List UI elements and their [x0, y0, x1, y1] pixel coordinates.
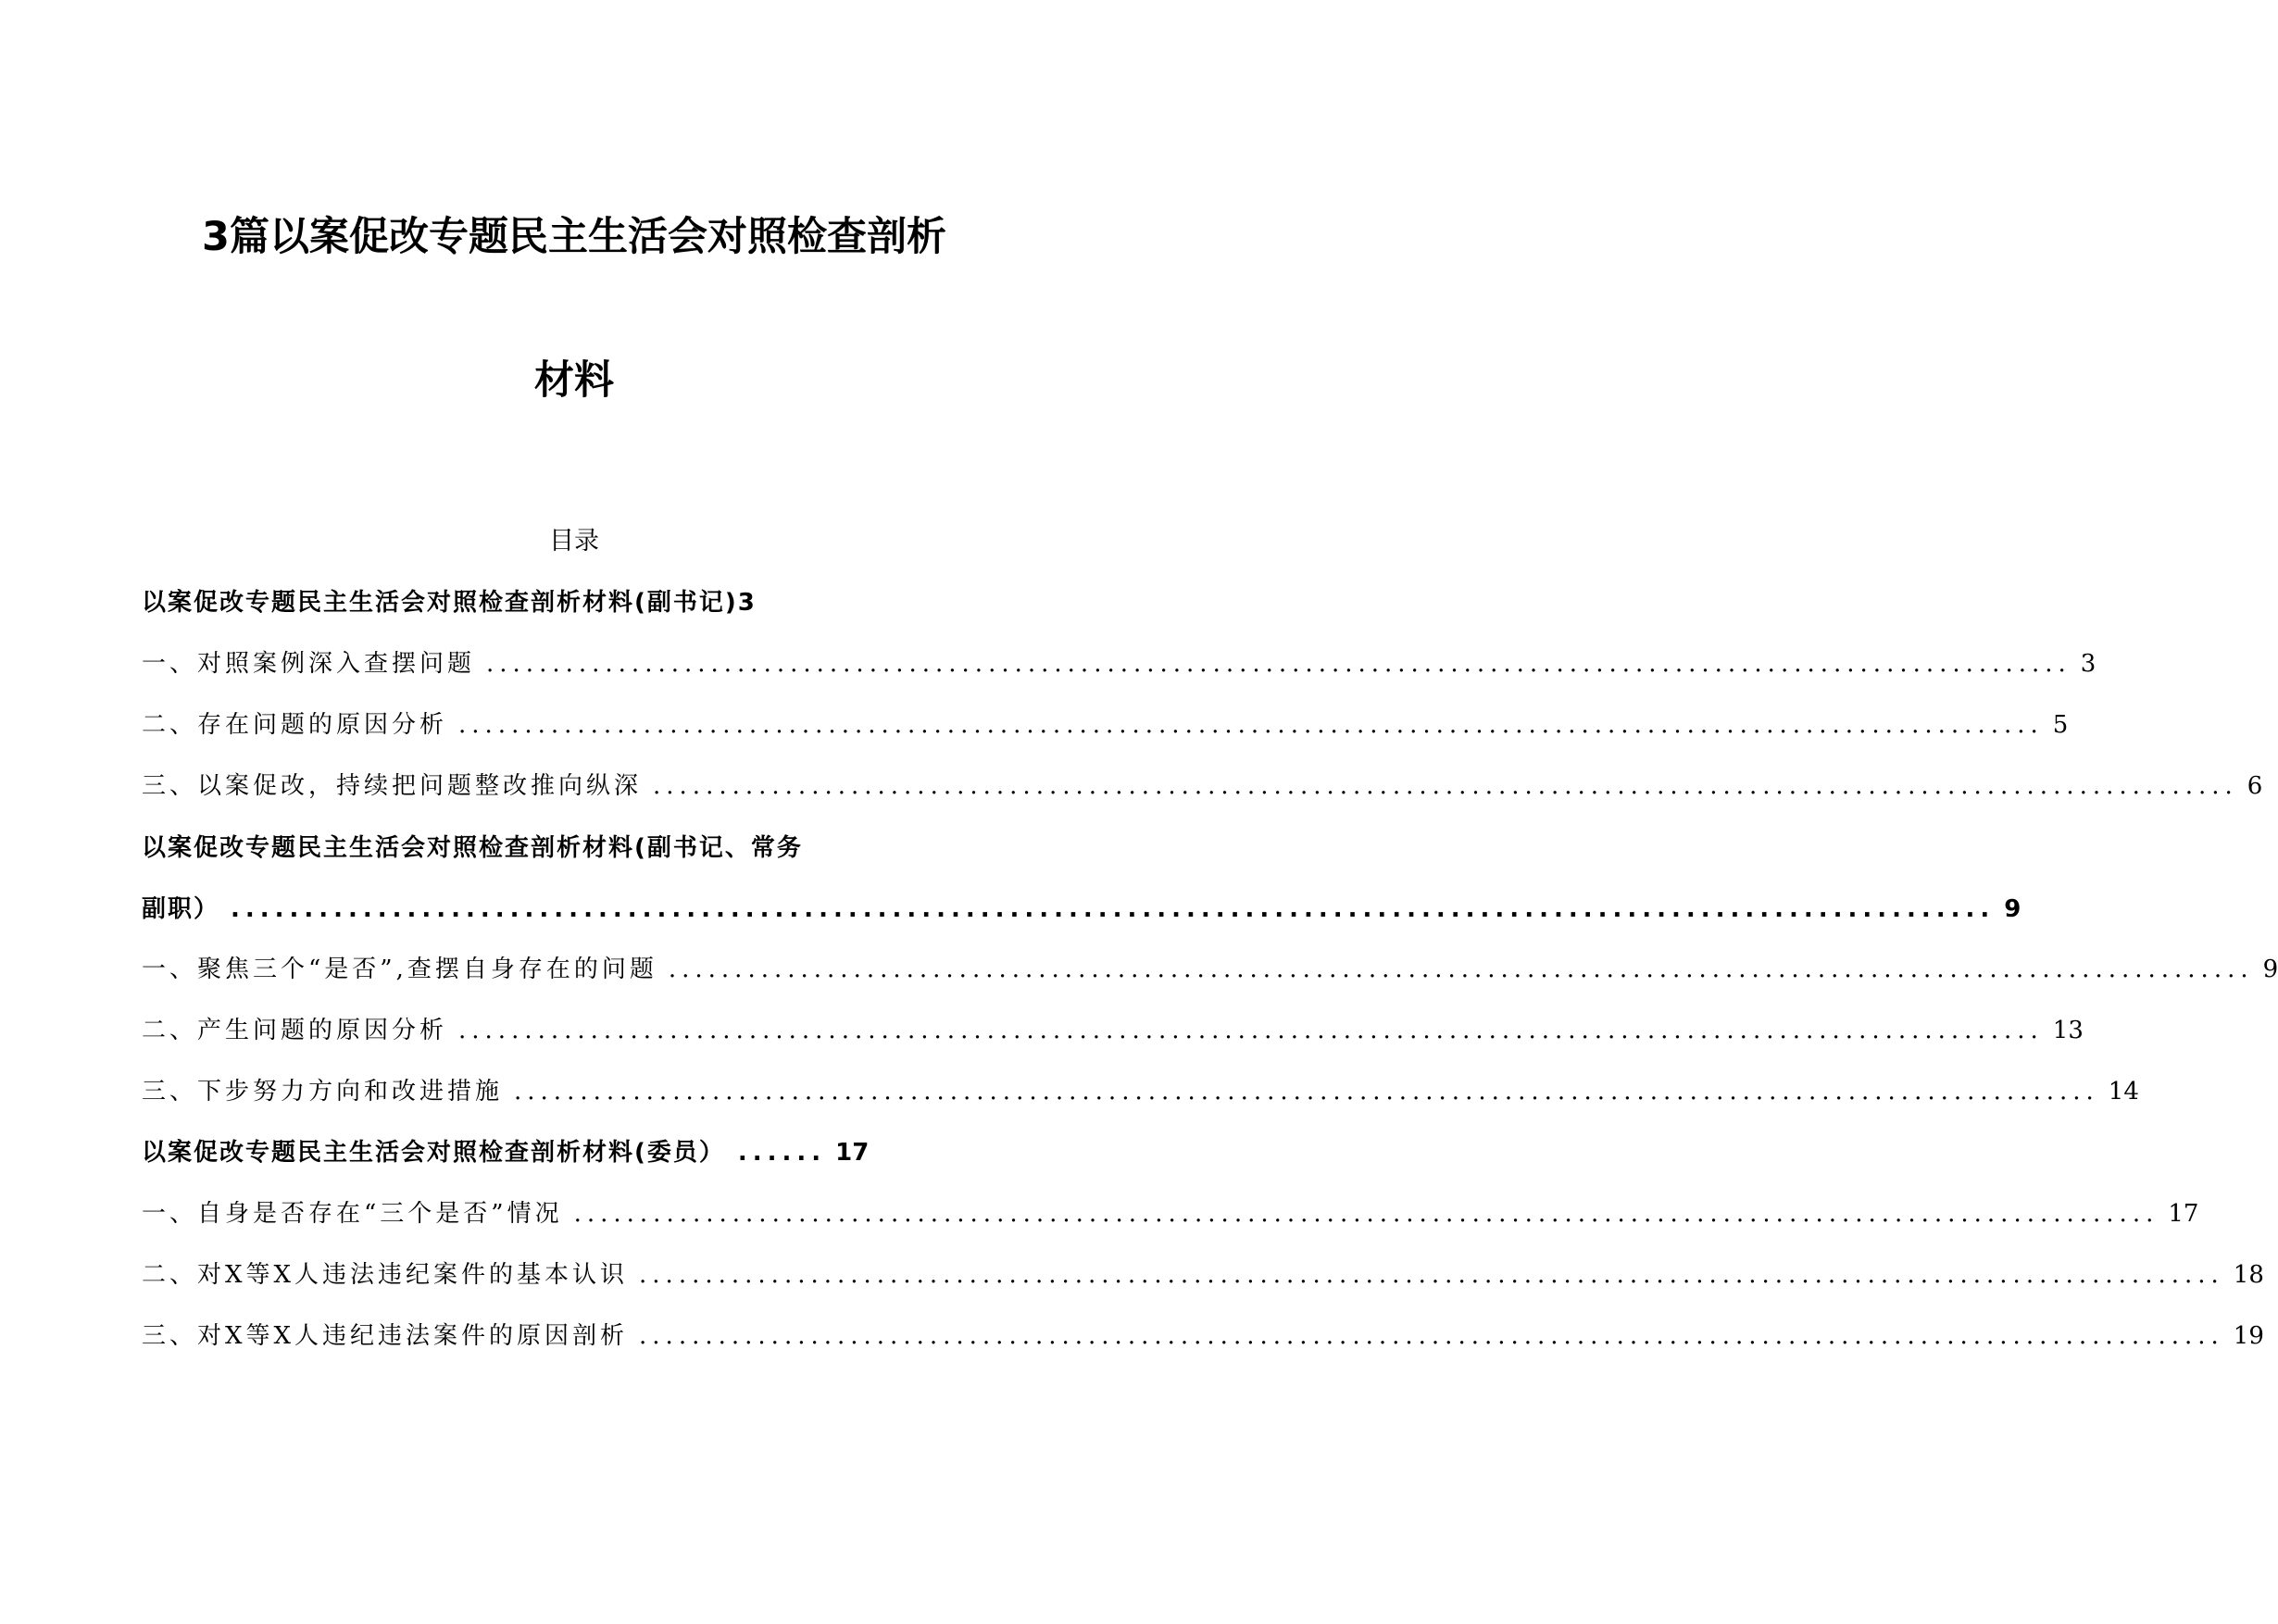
toc-entry-text: 二、对X等X人违法违纪案件的基本认识: [142, 1261, 629, 1289]
toc-entry[interactable]: [142, 1073, 2139, 1110]
toc-page-number: 18: [2233, 1261, 2264, 1289]
toc-leader-dots: ........................................................................................................................: [639, 1322, 2224, 1350]
toc-page-number: 14: [2108, 1078, 2139, 1106]
toc-entry-text: 三、以案促改，持续把问题整改推向纵深: [142, 772, 643, 800]
toc-entry-text: 一、自身是否存在“三个是否”情况: [142, 1200, 563, 1228]
toc-leader-dots: ........................................................................................................................: [639, 1261, 2224, 1289]
toc-entry-text: 以案促改专题民主生活会对照检查剖析材料(委员）: [142, 1139, 725, 1167]
toc-entry-section-2-continued[interactable]: [142, 891, 2021, 928]
toc-entry[interactable]: [142, 1012, 2084, 1049]
toc-entry[interactable]: [142, 768, 2263, 805]
toc-leader-dots: ........................................................................................................................: [486, 650, 2071, 678]
toc-page-number: 3: [2080, 650, 2097, 678]
toc-page-number: 9: [2004, 895, 2021, 923]
toc-page-number: 9: [2262, 956, 2278, 983]
toc-entry-text: 以案促改专题民主生活会对照检查剖析材料(副书记、常务: [142, 834, 803, 862]
toc-entry[interactable]: [142, 1195, 2199, 1232]
toc-entry[interactable]: [142, 706, 2069, 743]
toc-entry-text: 副职）: [142, 895, 220, 923]
toc-page-number: 5: [2052, 711, 2069, 739]
toc-page-number: 19: [2233, 1322, 2264, 1350]
toc-leader-dots: ........................................................................................................................: [653, 772, 2238, 800]
document-title-line-2: 材料: [534, 357, 614, 404]
toc-entry-section-3[interactable]: [142, 1134, 970, 1171]
toc-entry[interactable]: [142, 951, 2278, 988]
toc-leader-dots: ........................................................................................................................: [458, 711, 2044, 739]
toc-leader-dots: ........................................................................................................................: [231, 895, 1996, 923]
toc-leader-dots: ........................................................................................................................: [514, 1078, 2099, 1106]
toc-entry-text: 一、对照案例深入查摆问题: [142, 650, 476, 678]
toc-leader-dots: ........................................................................................................................: [458, 1017, 2044, 1044]
toc-page-number: 13: [2052, 1017, 2084, 1044]
document-title-line-1: 3篇以案促改专题民主生活会对照检查剖析: [202, 214, 946, 260]
toc-entry-text: 三、下步努力方向和改进措施: [142, 1078, 504, 1106]
toc-page-number: 17: [2168, 1200, 2199, 1228]
toc-page-number: 6: [2247, 772, 2263, 800]
toc-heading: 目录: [549, 527, 599, 556]
toc-entry-section-2[interactable]: [142, 830, 970, 867]
toc-entry-text: 二、存在问题的原因分析: [142, 711, 448, 739]
toc-entry-section-1[interactable]: [142, 584, 970, 621]
toc-leader-dots: ......: [737, 1139, 827, 1167]
toc-entry[interactable]: [142, 1318, 2264, 1355]
toc-entry[interactable]: [142, 1256, 2264, 1293]
toc-entry-text: 二、产生问题的原因分析: [142, 1017, 448, 1044]
toc-leader-dots: ........................................................................................................................: [668, 956, 2254, 983]
toc-entry-text: 一、聚焦三个“是否”,查摆自身存在的问题: [142, 956, 657, 983]
toc-leader-dots: ........................................................................................................................: [573, 1200, 2159, 1228]
toc-entry-text: 三、对X等X人违纪违法案件的原因剖析: [142, 1322, 629, 1350]
toc-page-number: 17: [835, 1139, 870, 1167]
toc-entry[interactable]: [142, 645, 2097, 682]
toc-entry-text: 以案促改专题民主生活会对照检查剖析材料(副书记)3: [142, 589, 757, 617]
